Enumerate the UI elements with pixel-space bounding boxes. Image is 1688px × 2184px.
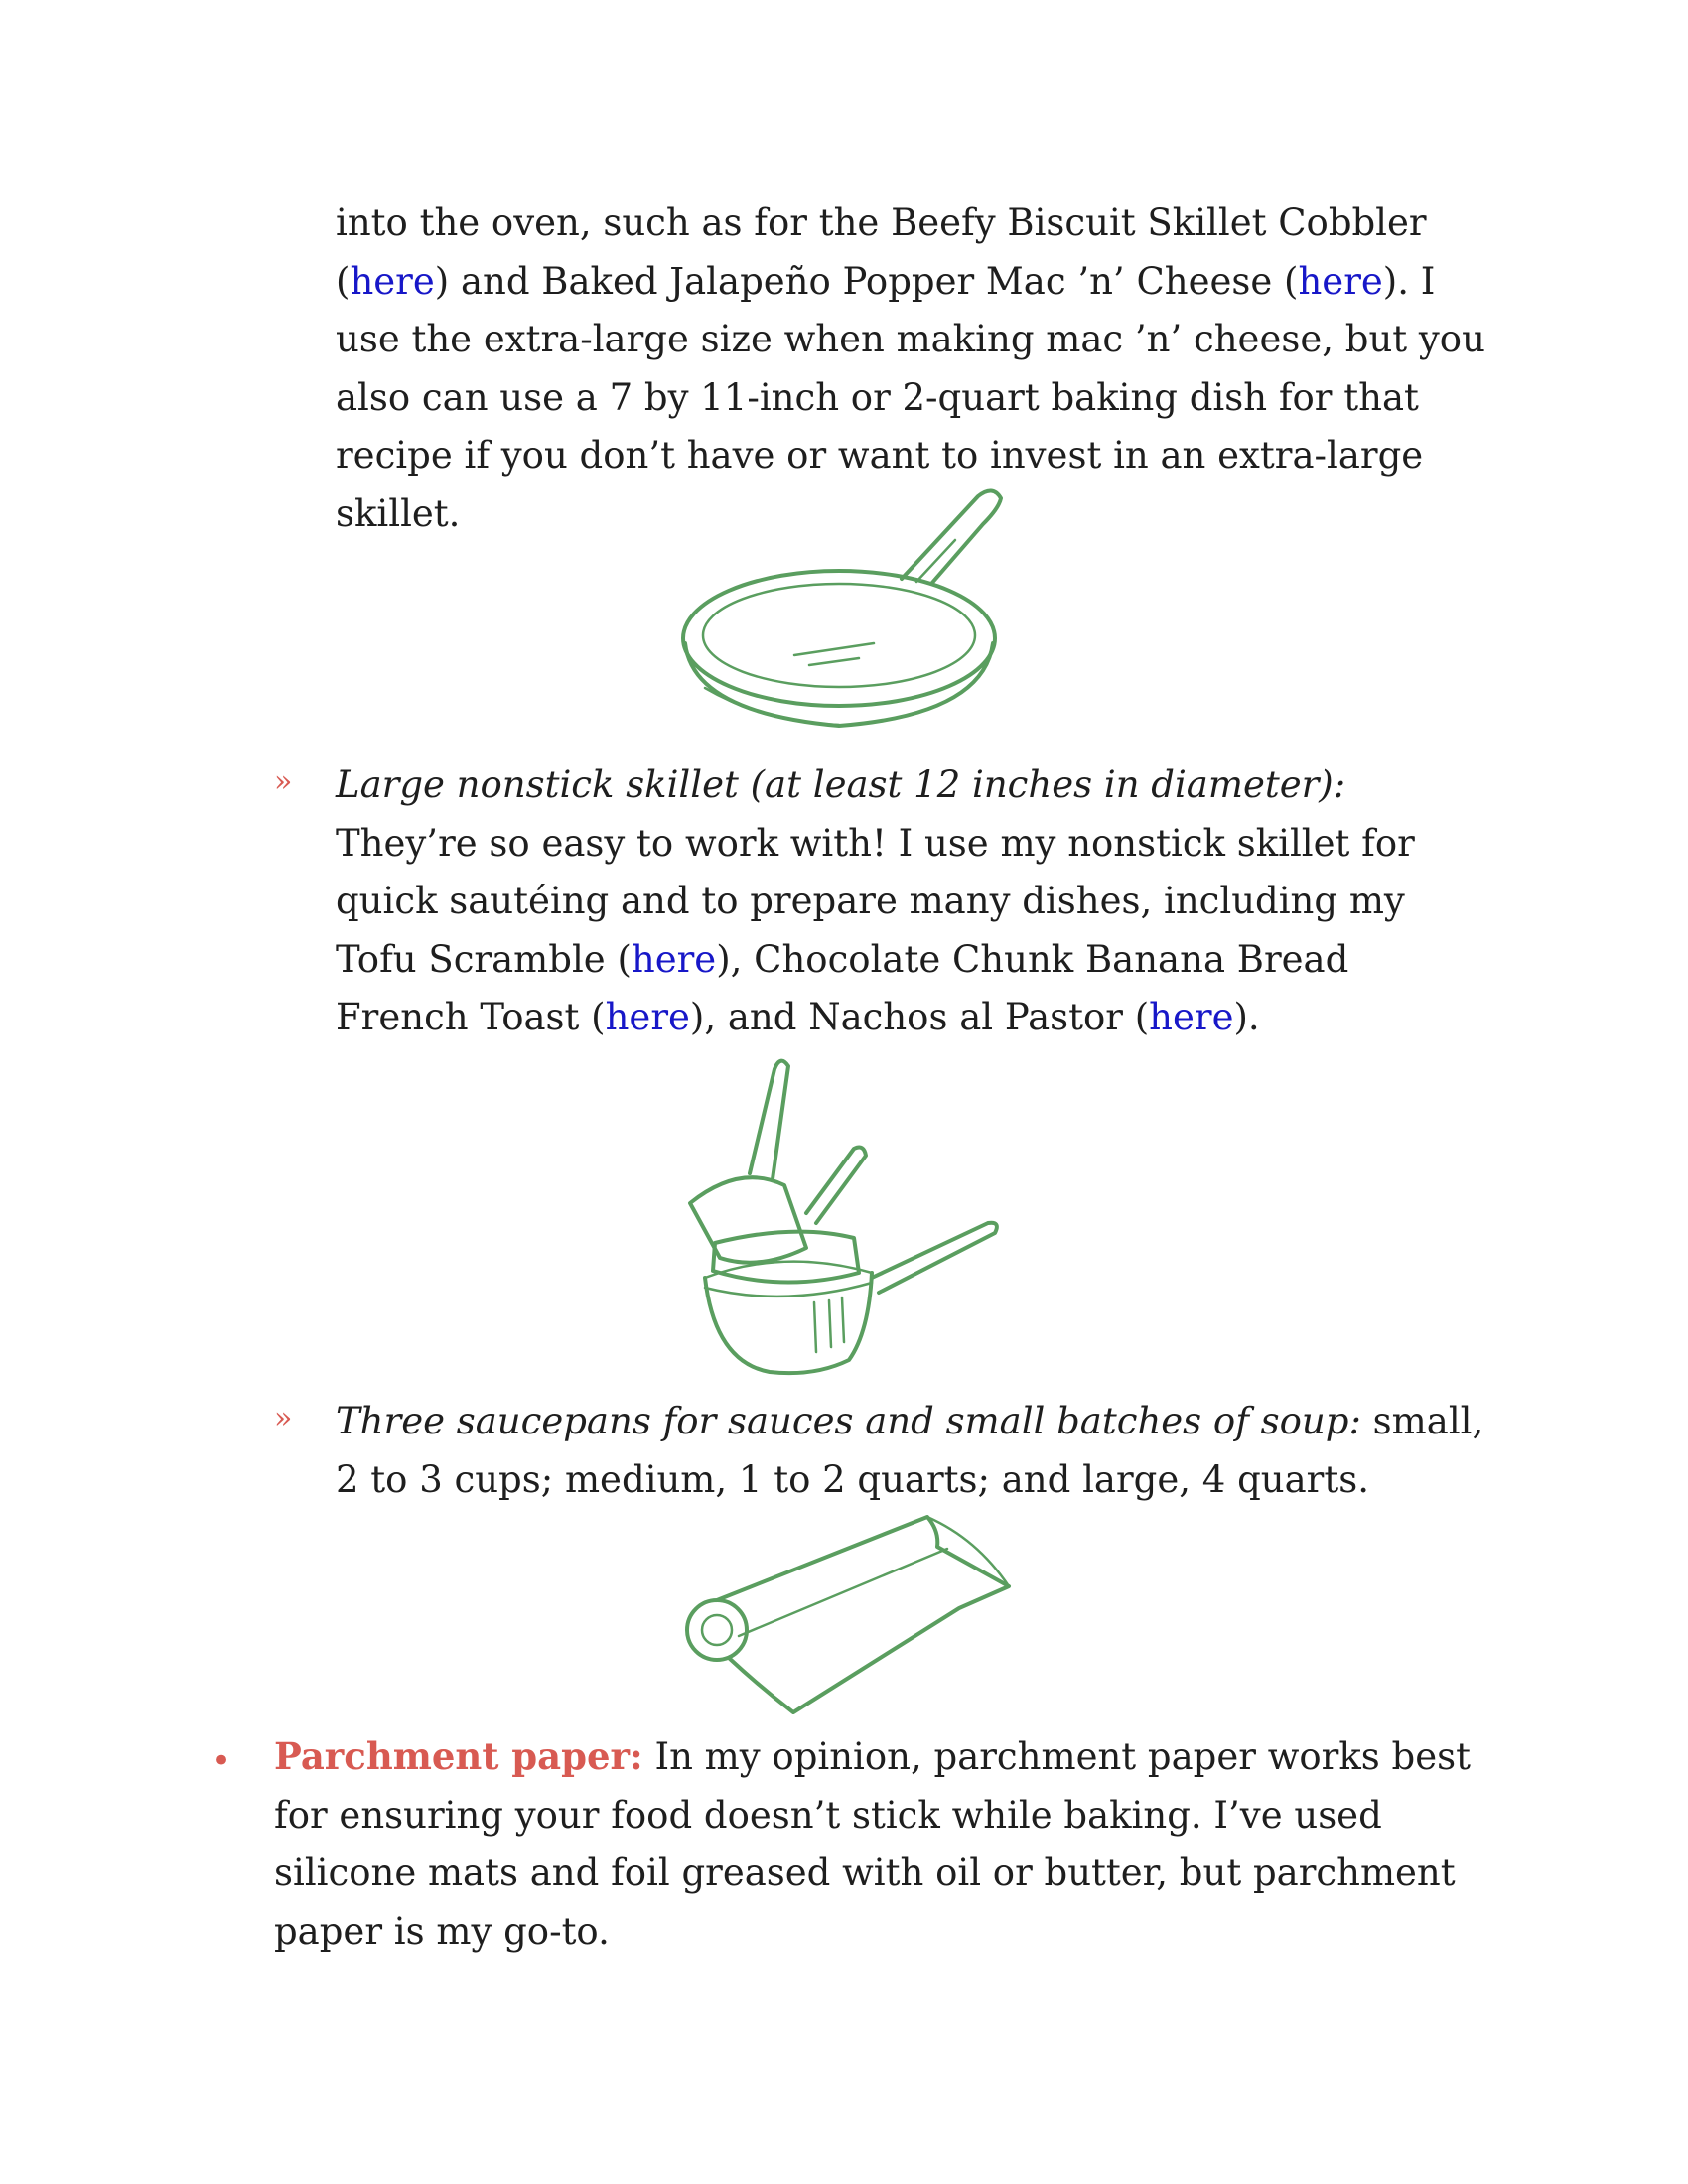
saucepans-illustration	[685, 1044, 1003, 1382]
text-run: In my opinion, parchment paper works best for ensuring your food doesn’t stick while baking. I’ve used silicone mats and foil greased with oil or butter, but parchment paper is my go-to.	[274, 1735, 1471, 1953]
recipe-link-jalapeno-mac[interactable]: here	[1298, 259, 1383, 303]
nonstick-skillet-item	[336, 756, 1487, 1047]
text-run: ), and Nachos al Pastor (	[689, 996, 1150, 1038]
recipe-link-tofu-scramble[interactable]: here	[631, 937, 717, 981]
parchment-paper-item	[274, 1727, 1487, 1961]
parchment-roll-illustration	[679, 1509, 1017, 1722]
text-run: ), Chocolate Chunk Banana Bread French Toast (	[336, 937, 1349, 1038]
recipe-link-beefy-biscuit[interactable]: here	[350, 259, 435, 303]
text-run: ). I use the extra-large size when making mac ’n’ cheese, but you also can use a 7 by 11-inch or 2-quart baking dish for that recipe if you don’t have or want to invest in an extra-large skillet.	[336, 259, 1485, 535]
text-run: into the oven, such as for the Beefy Biscuit Skillet Cobbler (	[336, 202, 1427, 303]
item-term: Parchment paper:	[274, 1734, 643, 1778]
text-run: ) and Baked Jalapeño Popper Mac ’n’ Cheese (	[434, 259, 1299, 303]
item-term: Large nonstick skillet (at least 12 inches in diameter):	[336, 763, 1346, 806]
recipe-link-french-toast[interactable]: here	[605, 996, 690, 1038]
list-bullet: •	[211, 1741, 232, 1781]
sub-bullet-marker: »	[274, 764, 293, 799]
skillet-illustration	[675, 484, 1013, 748]
text-run: small, 2 to 3 cups; medium, 1 to 2 quarts; and large, 4 quarts.	[336, 1400, 1484, 1501]
sub-bullet-marker: »	[274, 1401, 293, 1435]
item-term: Three saucepans for sauces and small batches of soup:	[336, 1400, 1361, 1442]
recipe-link-nachos[interactable]: here	[1149, 996, 1234, 1038]
saucepans-item	[336, 1393, 1487, 1509]
text-run: They’re so easy to work with! I use my nonstick skillet for quick sautéing and to prepare many dishes, including my Tofu Scramble (	[336, 821, 1415, 981]
text-run: ).	[1233, 996, 1260, 1038]
